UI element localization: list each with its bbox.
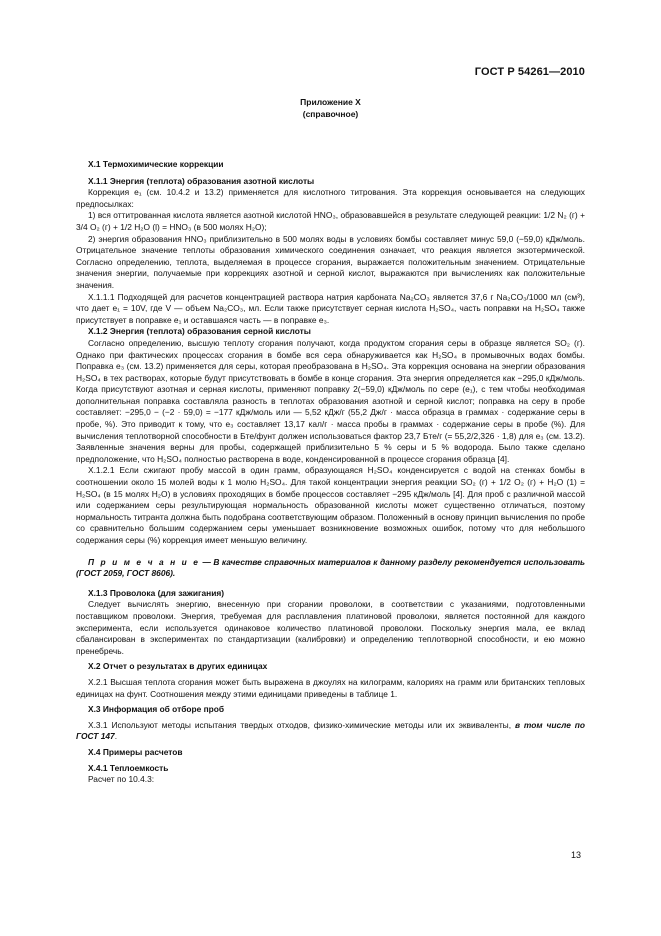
section-x1-heading: Х.1 Термохимические коррекции (88, 159, 224, 169)
document-body (76, 159, 585, 786)
note-text: — В качестве справочных материалов к данному разделу рекомендуется использовать (ГОСТ 2059, ГОСТ 8606). (76, 556, 585, 579)
paragraph-text: Х.3.1 Используют методы испытания твердых отходов, физико-химические методы или их эквиваленты, (88, 719, 515, 730)
paragraph-end: . (114, 731, 118, 742)
note-label: П р и м е ч а н и е (88, 556, 200, 567)
paragraph: Коррекция e₁ (см. 10.4.2 и 13.2) применяется для кислотного титрования. Эта коррекция основывается на следующих предпосылках: (76, 187, 585, 209)
paragraph (76, 720, 585, 743)
appendix-heading (0, 96, 661, 120)
document-header: ГОСТ Р 54261—2010 (474, 66, 585, 78)
paragraph: 1) вся оттитрованная кислота является азотной кислотой HNO₃, образовавшейся в результате следующей реакции: 1/2 N₂ (г) + 3/4 O₂ (г) + 1/2 H₂O (l) = HNO₃ (в 500 молях H₂O); (76, 210, 585, 232)
section-x11-heading: Х.1.1 Энергия (теплота) образования азотной кислоты (88, 175, 315, 186)
paragraph: Следует вычислять энергию, внесенную при сгорании проволоки, в соответствии с указаниями, подготовленными поставщиком проволоки. Энергия, требуемая для расплавления платиновой проволоки, является постоянной для каждого эксперимента, если используется одинаковое количество платиновой проволоки. Поскольку энергия мала, ее вклад сбалансирован в экспериментах по стандартизации (калибровки) и определению теплотворной способности, и ею можно пренебречь. (76, 599, 585, 656)
page-number: 13 (570, 850, 581, 860)
section-x41-heading: Х.4.1 Теплоемкость (88, 762, 169, 773)
section-x4-heading: Х.4 Примеры расчетов (88, 746, 183, 757)
paragraph: Х.1.1.1 Подходящей для расчетов концентрацией раствора натрия карбоната Na₂CO₃ является 37,6 г Na₂CO₃/1000 мл (см³), что дает e₁ = 10V, где V — объем Na₂CO₃, мл. Если также присутствует серная кислота H₂SO₄, часть поправки на H₂SO₄ также присутствует в поправке e₁ и оставшаяся часть — в поправке e₃. (76, 291, 585, 325)
section-x3-heading: Х.3 Информация об отборе проб (88, 704, 225, 715)
section-x13-heading: Х.1.3 Проволока (для зажигания) (88, 587, 225, 598)
appendix-subtitle: (справочное) (302, 109, 359, 119)
appendix-title: Приложение Х (300, 97, 361, 107)
paragraph: 2) энергия образования HNO₃ приблизительно в 500 молях воды в условиях бомбы составляет минус 59,0 (−59,0) кДж/моль. Отрицательное значение теплоты образования химического соединения означает, что реакция является экзотермической. Согласно определению, теплота, выделяемая в процессе сгорания, выражается положительным значением. Отрицательные значения энергии, получаемые при коррекциях азотной и серной кислот, выражаются при вычислениях как положительные значения. (76, 233, 585, 290)
section-x2-heading: Х.2 Отчет о результатах в других единицах (88, 661, 268, 672)
paragraph: Х.1.2.1 Если сжигают пробу массой в один грамм, образующаяся H₂SO₄ конденсируется с водой на стенках бомбы в соотношении около 15 молей воды к 1 молю H₂SO₄. Для такой концентрации энергия реакции SO₂ (г) + 1/2 O₂ (г) + H₂O (1) = H₂SO₄ (в 15 молях H₂O) в условиях проходящих в бомбе процессов составляет −295 кДж/моль [4]. Для проб с различной массой или содержанием серы результирующая нормальность образованной кислоты может существенно отличаться, поэтому нормальность титранта должна быть подобрана соответствующим образом. Положенный в основу принцип вычисления по пробе со сравнительно большим содержанием серы уменьшает возникновение возможных ошибок, потому что для небольшого содержания серы (%) коррекция имеет меньшую величину. (76, 465, 585, 545)
paragraph: Х.2.1 Высшая теплота сгорания может быть выражена в джоулях на килограмм, калориях на грамм или британских тепловых единицах на фунт. Соотношения между этими единицами приведены в таблице 1. (76, 676, 585, 699)
paragraph: Расчет по 10.4.3: (88, 774, 155, 785)
standard-reference: в том числе по ГОСТ 147 (76, 719, 585, 742)
paragraph: Согласно определению, высшую теплоту сгорания получают, когда продуктом сгорания серы в образце является SO₂ (г). Однако при фактических процессах сгорания в бомбе вся сера обнаруживается как H₂SO₄ в промывочных водах бомбы. Поправка e₃ (см. 13.2) применяется для серы, которая преобразована в H₂SO₄. Эта коррекция основана на энергии образования H₂SO₄ в тех растворах, которые будут присутствовать в бомбе в конце сгорания. Эта энергия определяется как −295,0 кДж/моль. Когда присутствуют азотная и серная кислоты, применяют поправку 2(−59,0) кДж/моль по сере (e₁), с тем чтобы необходимая дополнительная поправка составляла разность в теплотах образования азотной и серной кислот; поправка на серу в пробе составляет: −295,0 − (−2 · 59,0) = −177 кДж/моль или — 5,52 кДж/г (55,2 Дж/г · масса образца в граммах · содержание серы в пробе, %). Это приводит к тому, что e₃ составляет 13,17 кал/г · масса пробы в граммах · содержание серы в пробе (%). Для вычисления теплотворной способности в Бте/фунт должен использоваться фактор 23,7 Бте/г (= 55,2/2,326 · 1,8) для e₃ (см. 13.2). Заявленные значения верны для пробы, содержащей приблизительно 5 % серы и 5 % водорода. Было также сделано предположение, что H₂SO₄ полностью растворена в воде, конденсированной в процессе сгорания образца [4]. (76, 337, 585, 464)
note (76, 557, 585, 580)
section-x12-heading: Х.1.2 Энергия (теплота) образования серной кислоты (88, 326, 311, 337)
